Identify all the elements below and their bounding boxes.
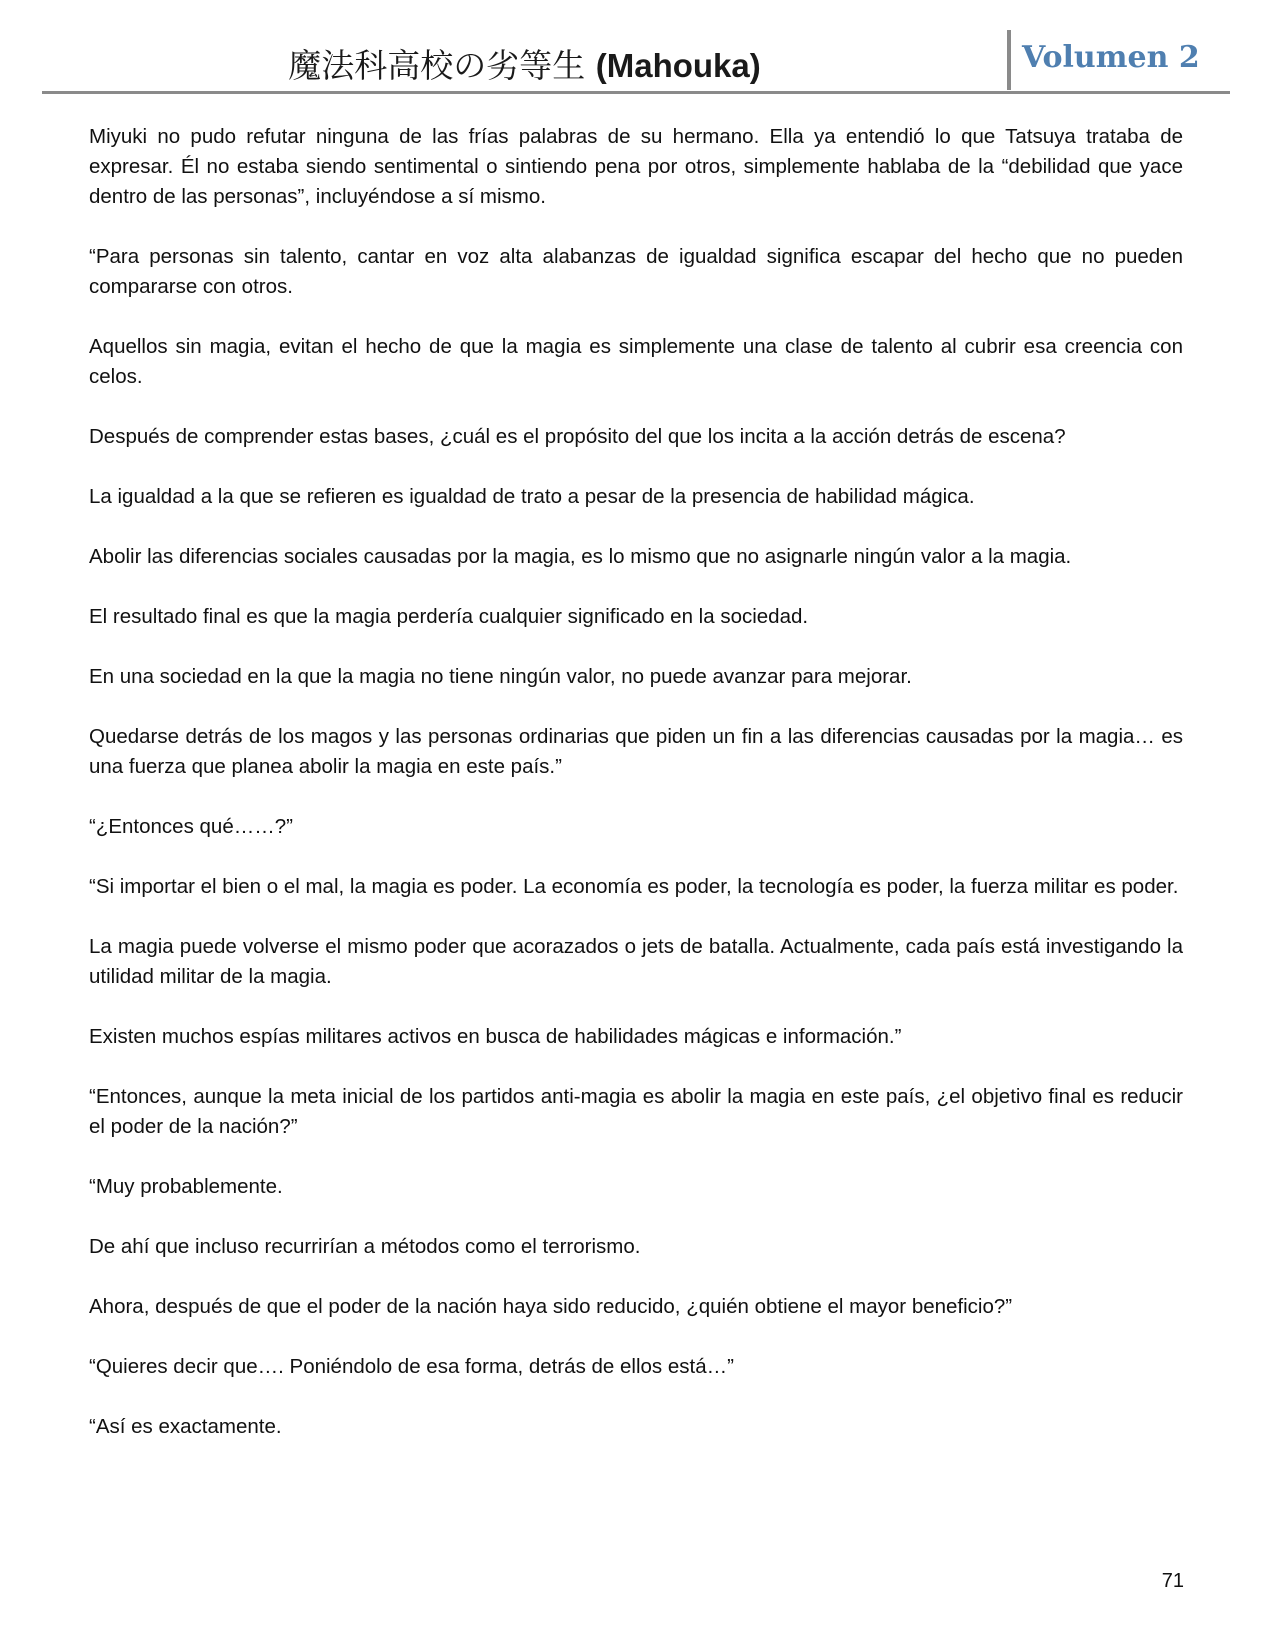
paragraph: “Si importar el bien o el mal, la magia es poder. La economía es poder, la tecnología es poder, la fuerza militar es poder. — [89, 875, 1179, 898]
paragraph: Aquellos sin magia, evitan el hecho de que la magia es simplemente una clase de talento al cubrir esa creencia con celos. — [89, 335, 1183, 388]
paragraph: Miyuki no pudo refutar ninguna de las frías palabras de su hermano. Ella ya entendió lo que Tatsuya trataba de expresar. Él no estaba siendo sentimental o sintiendo pena por otros, simplemente hablaba de la “debilidad que yace dentro de las personas”, incluyéndose a sí mismo. — [89, 125, 1183, 208]
header-divider — [1007, 30, 1011, 90]
paragraph: “Quieres decir que…. Poniéndolo de esa forma, detrás de ellos está…” — [89, 1355, 734, 1378]
book-title-japanese: 魔法科高校の劣等生 — [288, 46, 586, 85]
paragraph: Ahora, después de que el poder de la nación haya sido reducido, ¿quién obtiene el mayor beneficio?” — [89, 1295, 1013, 1318]
paragraph: De ahí que incluso recurrirían a métodos como el terrorismo. — [89, 1235, 641, 1258]
paragraph: “Así es exactamente. — [89, 1415, 282, 1438]
paragraph: “Para personas sin talento, cantar en voz alta alabanzas de igualdad significa escapar del hecho que no pueden compararse con otros. — [89, 245, 1183, 298]
page-header — [42, 28, 1230, 94]
paragraph: “¿Entonces qué……?” — [89, 815, 293, 838]
paragraph: Existen muchos espías militares activos en busca de habilidades mágicas e información.” — [89, 1025, 902, 1048]
book-title-latin: (Mahouka) — [595, 47, 761, 84]
page-number: 71 — [1161, 1570, 1184, 1592]
header-rule — [42, 91, 1230, 94]
paragraph: Abolir las diferencias sociales causadas por la magia, es lo mismo que no asignarle ningún valor a la magia. — [89, 545, 1072, 568]
paragraph: Quedarse detrás de los magos y las personas ordinarias que piden un fin a las diferencias causadas por la magia… es una fuerza que planea abolir la magia en este país.” — [89, 725, 1183, 778]
paragraph: Después de comprender estas bases, ¿cuál es el propósito del que los incita a la acción detrás de escena? — [89, 425, 1066, 448]
paragraph: En una sociedad en la que la magia no tiene ningún valor, no puede avanzar para mejorar. — [89, 665, 912, 688]
page-body — [89, 122, 1183, 1472]
paragraph: “Entonces, aunque la meta inicial de los partidos anti-magia es abolir la magia en este país, ¿el objetivo final es reducir el poder de la nación?” — [89, 1085, 1183, 1138]
paragraph: La igualdad a la que se refieren es igualdad de trato a pesar de la presencia de habilidad mágica. — [89, 485, 975, 508]
paragraph: La magia puede volverse el mismo poder que acorazados o jets de batalla. Actualmente, cada país está investigando la utilidad militar de la magia. — [89, 935, 1183, 988]
paragraph: El resultado final es que la magia perdería cualquier significado en la sociedad. — [89, 605, 809, 628]
volume-label: Volumen 2 — [1022, 40, 1200, 75]
book-title — [42, 40, 1007, 87]
paragraph: “Muy probablemente. — [89, 1175, 283, 1198]
